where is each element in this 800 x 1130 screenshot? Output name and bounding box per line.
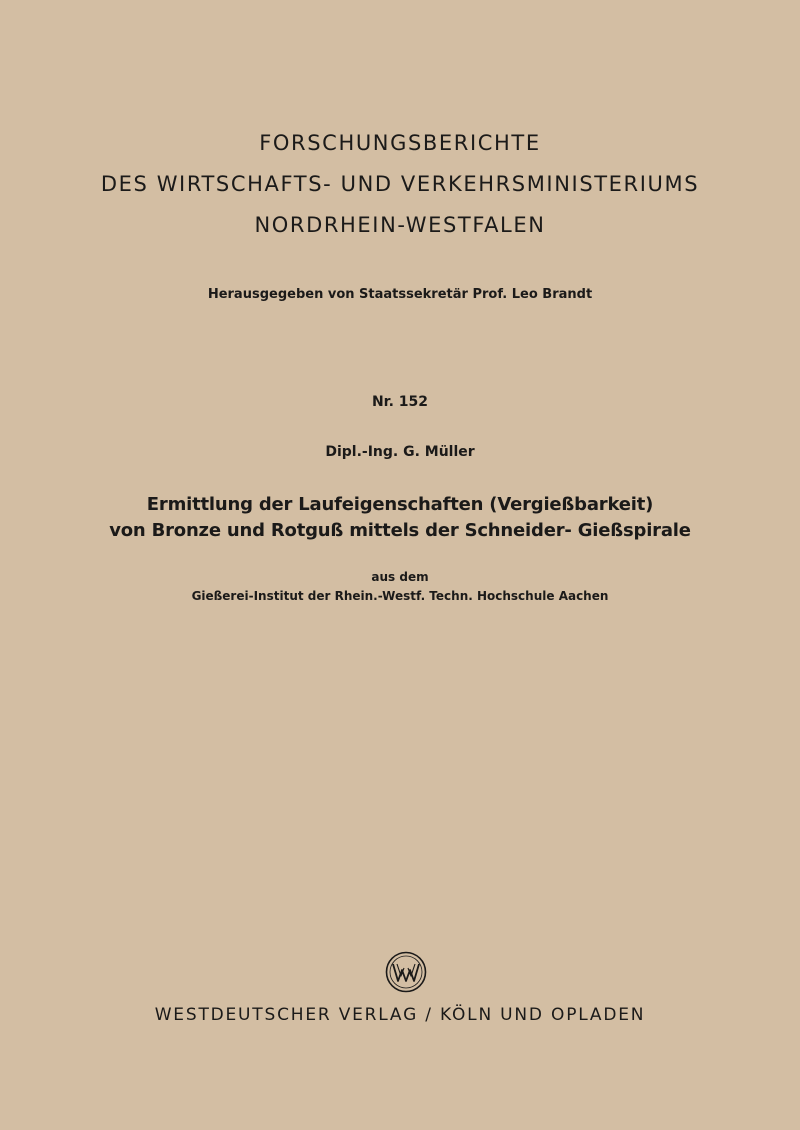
title-line-2: von Bronze und Rotguß mittels der Schneider- Gießspirale — [109, 520, 691, 541]
origin-line-1: aus dem — [371, 570, 429, 584]
series-title-line-1: FORSCHUNGSBERICHTE — [259, 131, 541, 155]
title-line-1: Ermittlung der Laufeigenschaften (Vergießbarkeit) — [146, 494, 654, 515]
series-title-line-3: NORDRHEIN-WESTFALEN — [254, 213, 546, 237]
origin-line-2: Gießerei-Institut der Rhein.-Westf. Techn. Hochschule Aachen — [191, 589, 609, 603]
publisher-logo-ww-icon — [384, 950, 428, 994]
series-title-line-2: DES WIRTSCHAFTS- UND VERKEHRSMINISTERIUMS — [100, 172, 700, 196]
publisher-name: WESTDEUTSCHER VERLAG / KÖLN UND OPLADEN — [154, 1005, 646, 1025]
report-number: Nr. 152 — [371, 394, 429, 410]
editor-line: Herausgegeben von Staatssekretär Prof. Leo Brandt — [207, 287, 593, 302]
author: Dipl.-Ing. G. Müller — [325, 444, 475, 460]
